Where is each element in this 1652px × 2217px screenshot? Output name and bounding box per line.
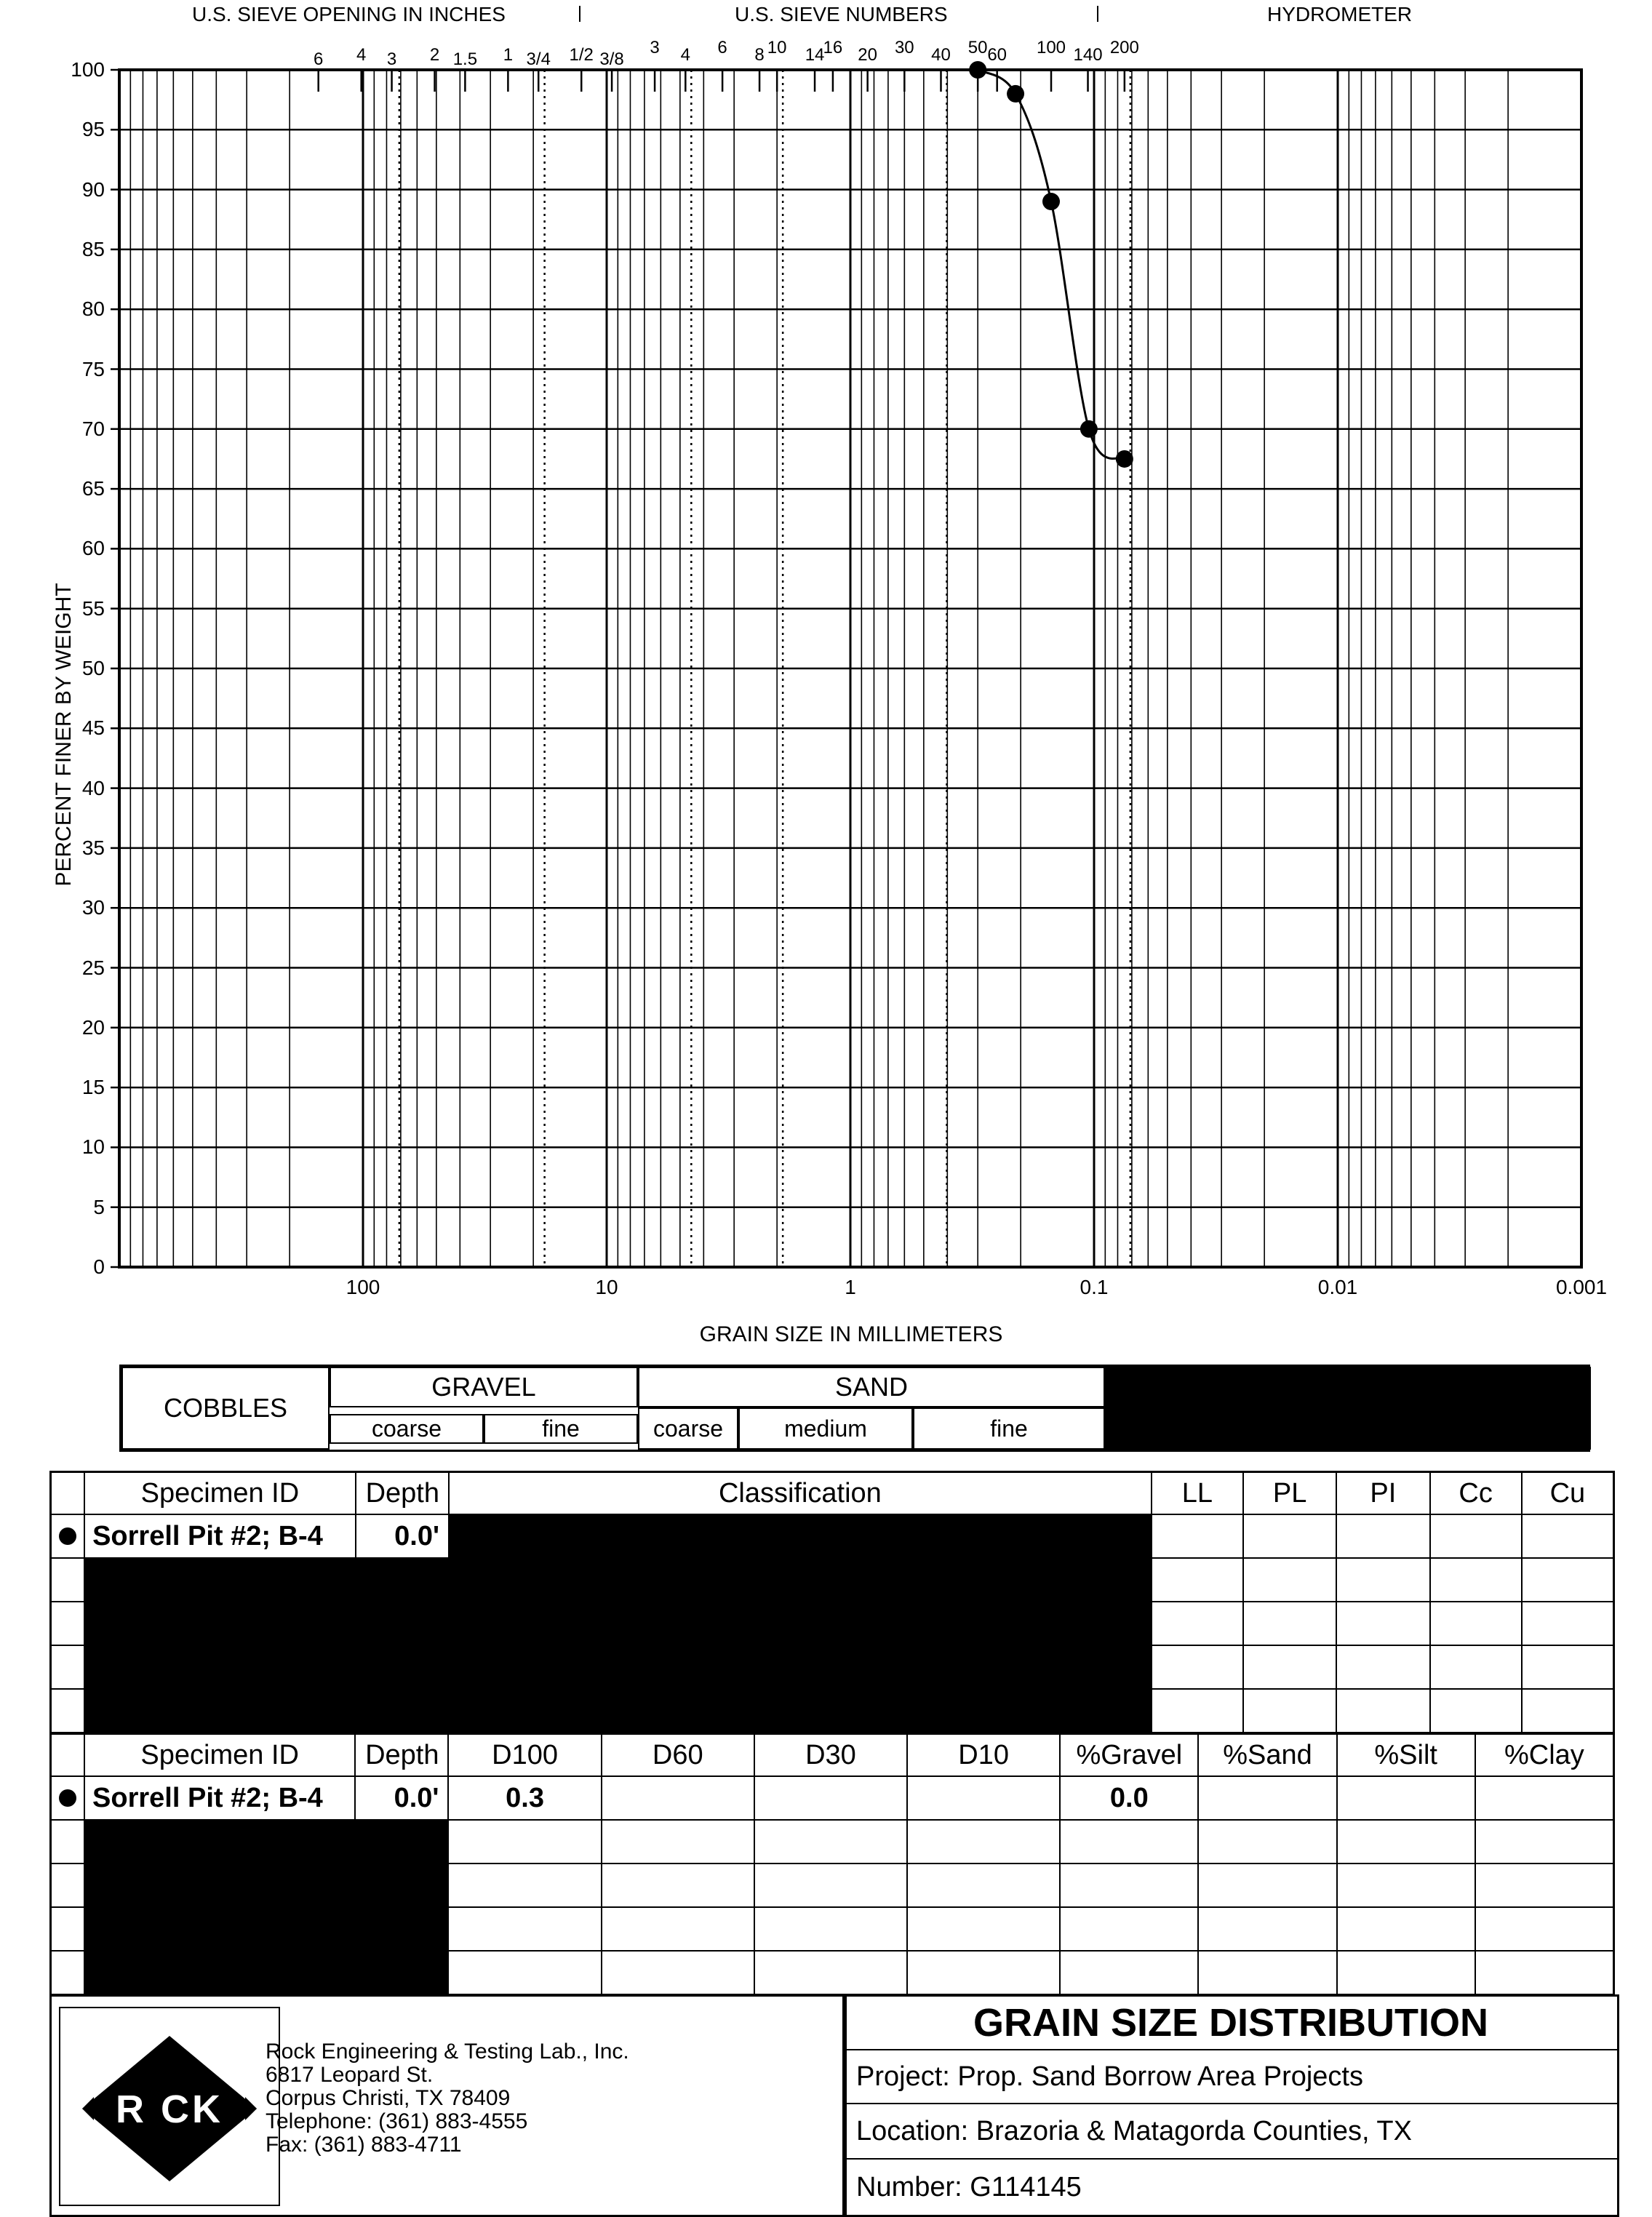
data-point [1042,193,1060,210]
y-tick-label: 5 [93,1195,105,1218]
y-tick-label: 30 [81,896,105,919]
sieve-number-label: 100 [1036,38,1066,57]
y-tick-label: 40 [81,776,105,799]
y-tick-label: 75 [81,357,105,380]
specimen-id: Sorrell Pit #2; B-4 [84,1776,355,1820]
col-clay: %Clay [1475,1734,1614,1777]
depth: 0.0' [355,1776,448,1820]
company-address [266,2040,629,2157]
depth: 0.0' [356,1514,449,1558]
project-row [845,2049,1617,2103]
col-ll: LL [1152,1472,1243,1515]
gravel-fine-label: fine [484,1414,638,1444]
col-pl: PL [1243,1472,1336,1515]
sand-medium-label: medium [738,1407,913,1450]
row-marker [51,1514,85,1558]
y-tick-label: 100 [71,58,105,81]
specimen-id: Sorrell Pit #2; B-4 [84,1514,356,1558]
sieve-inch-label: 3 [386,49,397,69]
company-street: 6817 Leopard St. [266,2063,434,2087]
data-point [1007,85,1024,103]
sieve-number-label: 14 [805,45,825,65]
x-axis-title: GRAIN SIZE IN MILLIMETERS [699,1322,1003,1346]
sieve-number-label: 3 [650,38,660,57]
number-row [845,2158,1617,2215]
gravel-label: GRAVEL [330,1367,638,1407]
project-text: Project: Prop. Sand Borrow Area Projects [856,2061,1363,2092]
col-depth: Depth [356,1472,449,1515]
redacted-block [84,1558,449,1733]
sieve-number-label: 200 [1109,38,1139,57]
col-specimen-id: Specimen ID [84,1472,356,1515]
x-tick-label: 0.01 [1317,1276,1358,1298]
company-block [49,1994,847,2217]
x-tick-label: 1 [845,1276,856,1298]
report-title: GRAIN SIZE DISTRIBUTION [973,2001,1488,2045]
y-tick-label: 45 [81,716,105,740]
classification-table [49,1471,1615,1734]
sieve-number-label: 8 [754,45,765,65]
y-tick-label: 85 [81,237,105,260]
soil-classification-bar [119,1365,1590,1452]
y-tick-label: 25 [81,956,105,979]
y-tick-label: 65 [81,477,105,500]
sieve-inch-label: 3/8 [599,49,624,69]
sieve-inch-label: 1/2 [569,45,594,65]
col-d100: D100 [448,1734,601,1777]
sieve-number-label: 20 [858,45,877,65]
sieve-inch-label: 3/4 [526,49,551,69]
y-tick-label: 55 [81,596,105,620]
sand-coarse-label: coarse [638,1407,738,1450]
x-tick-label: 0.1 [1080,1276,1109,1298]
sieve-number-label: 16 [823,38,843,57]
sieve-number-label: 140 [1073,45,1103,65]
x-tick-label: 0.001 [1555,1276,1608,1298]
data-point [1080,420,1098,438]
gradation-curve [978,70,1125,459]
data-point [1116,450,1133,468]
gradation-table [49,1733,1615,1996]
y-tick-label: 80 [81,297,105,321]
sieve-inch-label: 1.5 [452,49,478,69]
company-fax: Fax: (361) 883-4711 [266,2133,462,2157]
y-tick-label: 20 [81,1015,105,1039]
y-tick-label: 70 [81,417,105,440]
y-axis-title: PERCENT FINER BY WEIGHT [52,583,76,887]
sieve-number-label: 40 [931,45,951,65]
col-gravel: %Gravel [1060,1734,1198,1777]
col-silt: %Silt [1337,1734,1475,1777]
sieve-inch-label: 2 [429,45,440,65]
col-sand: %Sand [1198,1734,1336,1777]
gravel-value: 0.0 [1060,1776,1198,1820]
data-point [969,61,986,79]
logo-frame [59,2007,280,2206]
sieve-number-label: 6 [717,38,727,57]
sand-fine-label: fine [913,1407,1105,1450]
marker-col [51,1472,85,1515]
sieve-number-label: 50 [967,38,988,57]
sieve-number-label: 10 [767,38,787,57]
sieve-number-label: 60 [987,45,1007,65]
company-city: Corpus Christi, TX 78409 [266,2086,511,2110]
location-row [845,2103,1617,2158]
col-classification: Classification [449,1472,1152,1515]
header-sieve-inches: U.S. SIEVE OPENING IN INCHES [192,3,506,25]
sieve-inch-label: 1 [503,45,514,65]
header-hydrometer: HYDROMETER [1267,3,1413,25]
sieve-number-label: 4 [680,45,690,65]
col-specimen-id: Specimen ID [84,1734,355,1777]
col-d10: D10 [907,1734,1060,1777]
gravel-coarse-label: coarse [330,1414,484,1444]
company-name: Rock Engineering & Testing Lab., Inc. [266,2040,629,2064]
y-tick-label: 10 [81,1135,105,1159]
company-phone: Telephone: (361) 883-4555 [266,2109,528,2133]
d100-value: 0.3 [448,1776,601,1820]
col-d30: D30 [754,1734,907,1777]
y-tick-label: 90 [81,177,105,201]
col-depth: Depth [355,1734,448,1777]
location-text: Location: Brazoria & Matagorda Counties, TX [856,2115,1412,2146]
row-marker [51,1776,85,1820]
redacted-block [1105,1367,1591,1450]
y-tick-label: 60 [81,537,105,560]
sand-label: SAND [638,1367,1105,1407]
col-d60: D60 [602,1734,754,1777]
col-pi: PI [1336,1472,1429,1515]
y-tick-label: 0 [93,1255,105,1278]
y-tick-label: 50 [81,657,105,679]
header-sieve-numbers: U.S. SIEVE NUMBERS [735,3,948,25]
y-tick-label: 15 [81,1076,105,1099]
redacted-classification [449,1514,1152,1733]
sieve-inch-label: 4 [356,45,367,65]
sieve-number-label: 30 [894,38,914,57]
logo-text: R CK [116,2088,223,2131]
y-tick-label: 35 [81,836,105,859]
report-block [842,1994,1619,2217]
x-tick-label: 10 [595,1276,618,1298]
number-text: Number: G114145 [856,2171,1082,2202]
y-tick-label: 95 [81,118,105,141]
redacted-block [84,1820,448,1995]
cobbles-label: COBBLES [121,1367,330,1450]
x-tick-label: 100 [346,1276,380,1298]
sieve-inch-label: 6 [314,49,324,69]
col-cu: Cu [1522,1472,1614,1515]
col-cc: Cc [1430,1472,1522,1515]
